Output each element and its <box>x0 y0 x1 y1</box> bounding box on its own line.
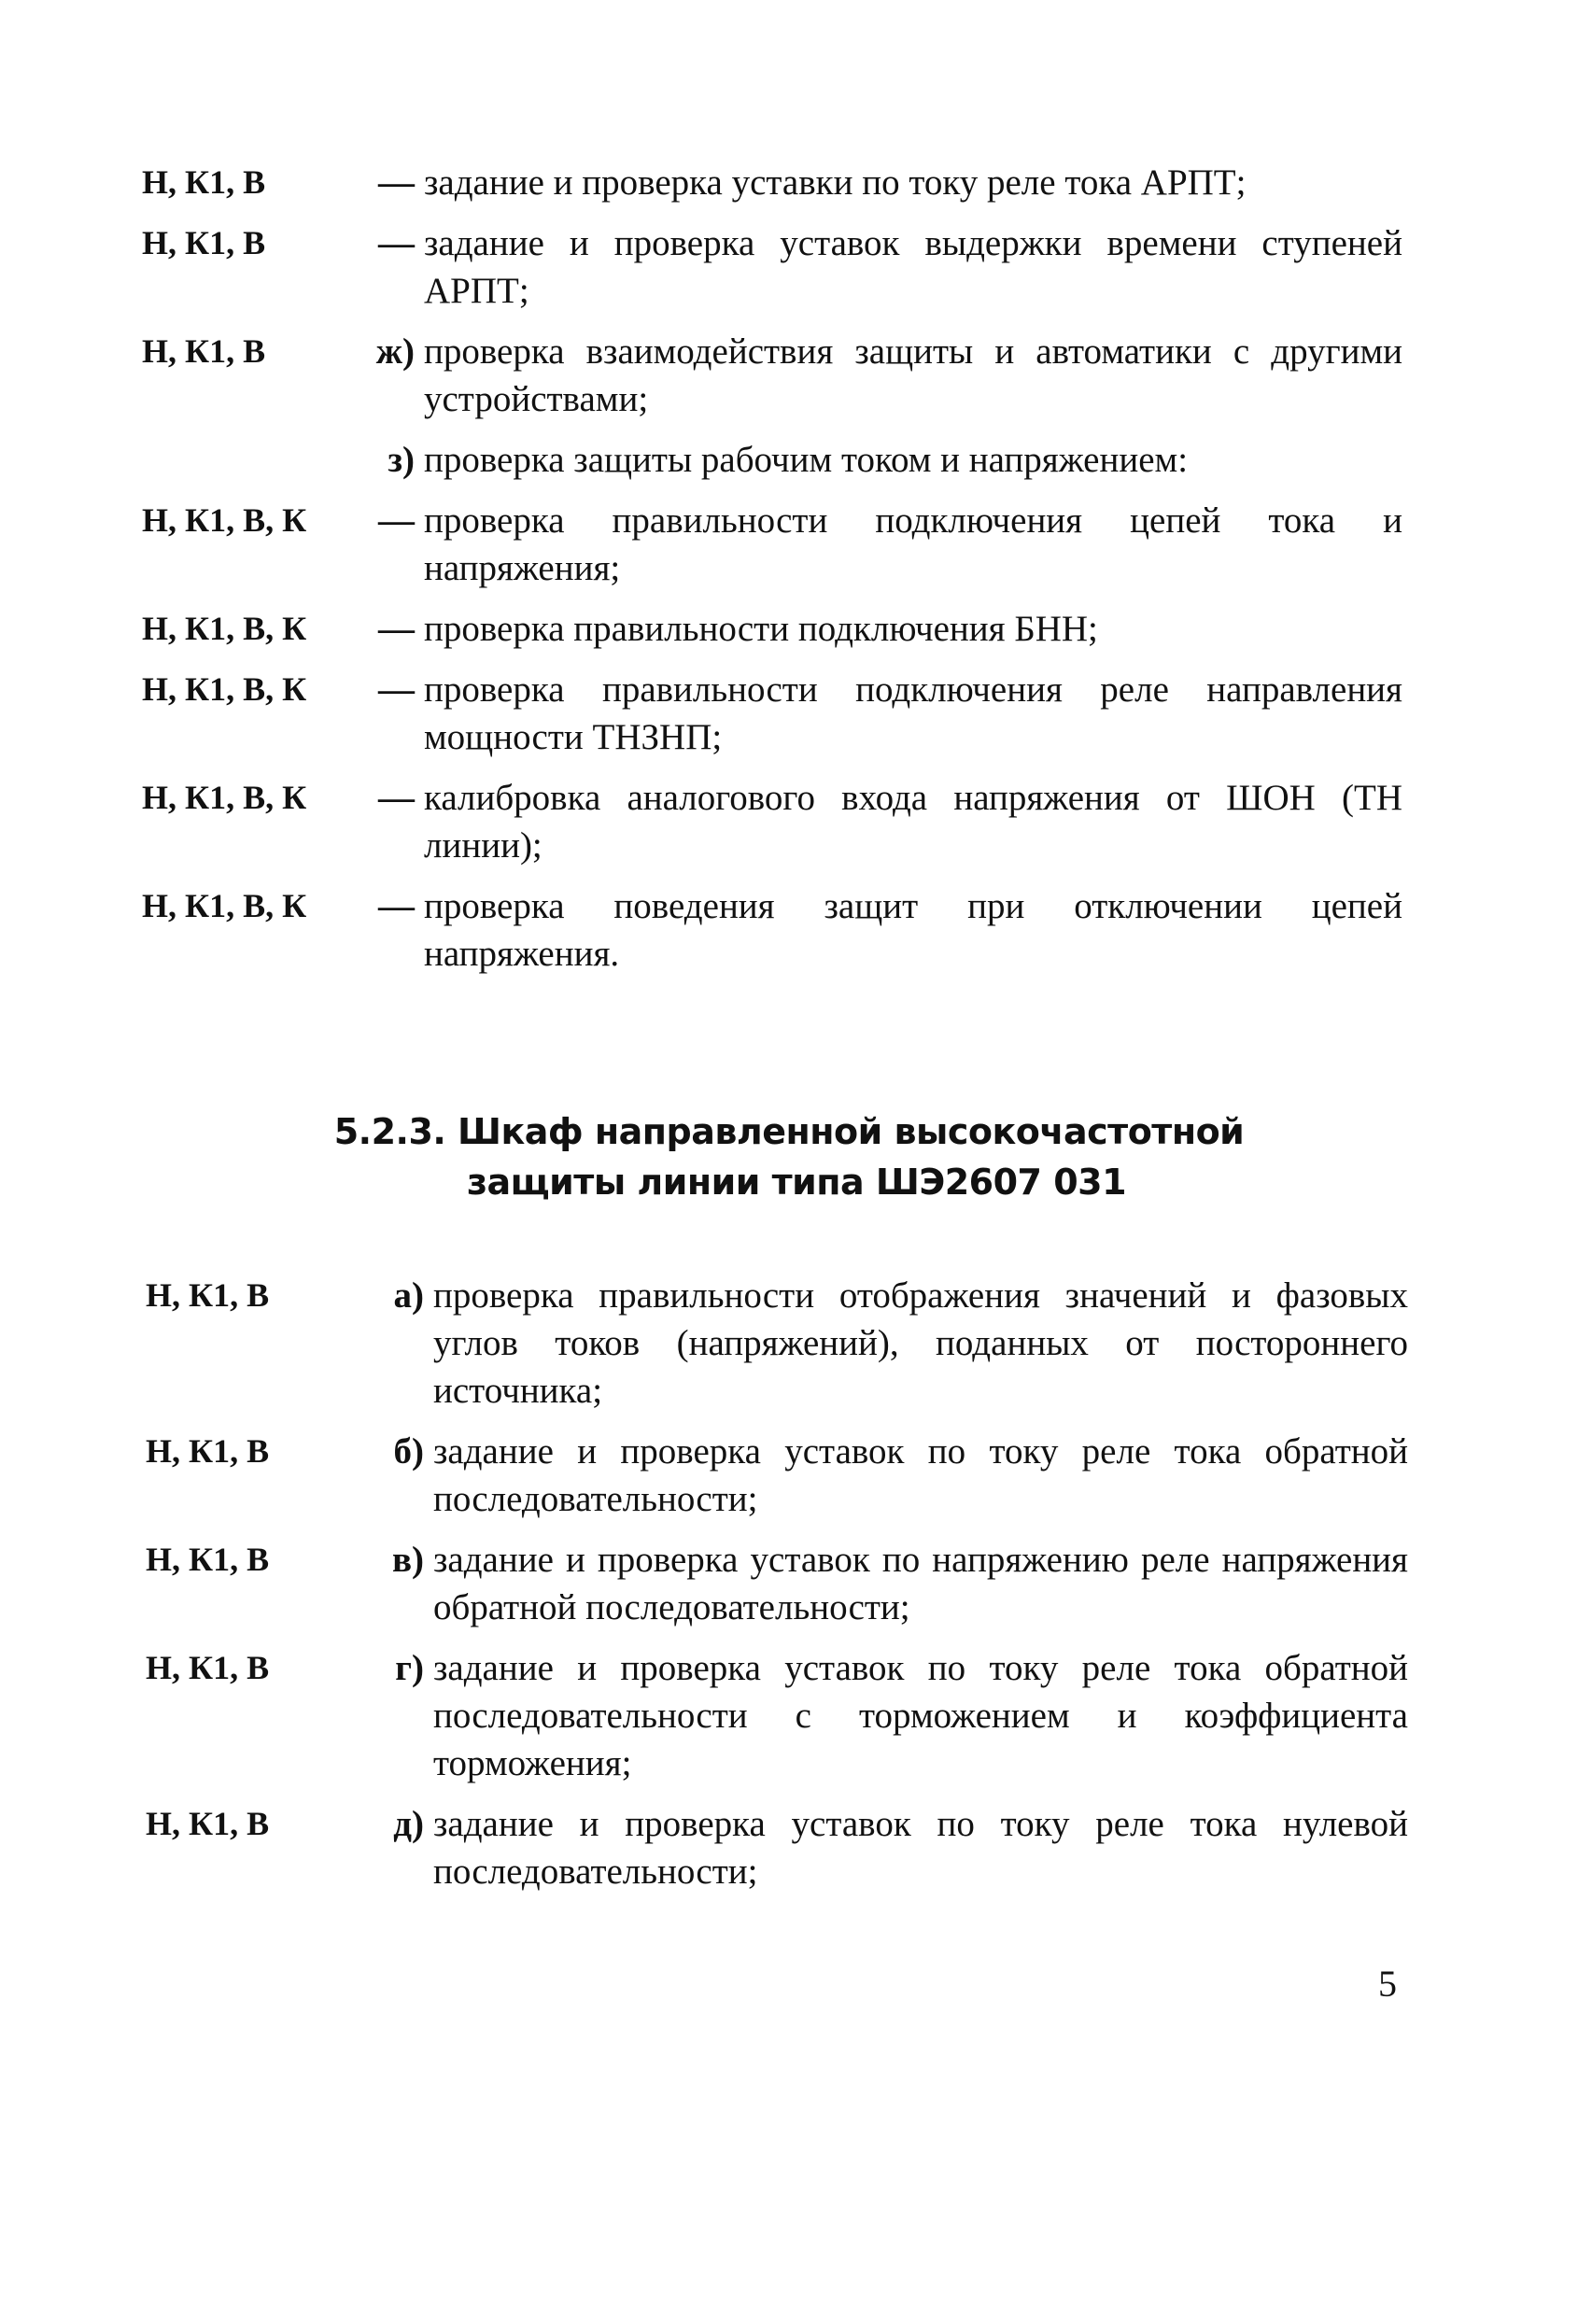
check-codes: Н, К1, В <box>142 224 266 261</box>
check-codes: Н, К1, В <box>142 163 266 201</box>
item-text: проверка правильности подключения реле направления мощности ТНЗНП; <box>424 669 1402 757</box>
check-codes: Н, К1, В, К <box>142 887 307 924</box>
list-item <box>142 159 1402 206</box>
item-text: проверка правильности подключения БНН; <box>424 609 1098 649</box>
item-marker: — <box>378 609 415 649</box>
list-item <box>142 605 1402 653</box>
check-codes: Н, К1, В, К <box>142 670 307 708</box>
item-marker: — <box>378 669 415 710</box>
list-item <box>142 882 1402 978</box>
section-heading-line2: защиты линии типа ШЭ2607 031 <box>466 1162 1127 1203</box>
item-text: задание и проверка уставок по напряжению реле напряжения обратной последовательности; <box>433 1540 1408 1627</box>
list-item <box>146 1644 1408 1787</box>
check-codes: Н, К1, В <box>146 1805 270 1842</box>
item-marker: г) <box>395 1648 424 1688</box>
list-item <box>142 436 1402 484</box>
check-codes: Н, К1, В, К <box>142 610 307 647</box>
check-codes: Н, К1, В, К <box>142 501 307 539</box>
item-marker: — <box>378 778 415 818</box>
item-text: задание и проверка уставок выдержки времени ступеней АРПТ; <box>424 223 1402 311</box>
list-item <box>142 219 1402 315</box>
list-item <box>142 328 1402 423</box>
checklist-bottom <box>146 1272 1408 1908</box>
item-marker: з) <box>387 440 415 480</box>
item-marker: — <box>378 886 415 926</box>
page-number: 5 <box>1378 1963 1397 2005</box>
item-marker: б) <box>393 1431 424 1472</box>
item-marker: а) <box>393 1275 424 1316</box>
list-item <box>146 1428 1408 1523</box>
item-text: проверка правильности отображения значений и фазовых углов токов (напряжений), поданных от постороннего источника; <box>433 1275 1408 1411</box>
item-text: задание и проверка уставок по току реле тока обратной последовательности; <box>433 1431 1408 1519</box>
section-heading <box>0 1106 1578 1207</box>
check-codes: Н, К1, В <box>146 1432 270 1470</box>
item-text: задание и проверка уставки по току реле тока АРПТ; <box>424 162 1247 203</box>
item-marker: — <box>378 162 415 203</box>
item-marker: д) <box>393 1804 424 1844</box>
item-marker: ж) <box>375 331 415 372</box>
checklist-top <box>142 159 1402 991</box>
section-heading-line1: 5.2.3. Шкаф направленной высокочастотной <box>333 1111 1245 1152</box>
list-item <box>146 1272 1408 1415</box>
item-text: проверка взаимодействия защиты и автоматики с другими устройствами; <box>424 331 1402 419</box>
item-text: проверка защиты рабочим током и напряжением: <box>424 440 1189 480</box>
check-codes: Н, К1, В <box>146 1649 270 1686</box>
item-marker: — <box>378 500 415 541</box>
item-text: проверка правильности подключения цепей тока и напряжения; <box>424 500 1402 588</box>
item-text: калибровка аналогового входа напряжения от ШОН (ТН линии); <box>424 778 1402 866</box>
item-marker: — <box>378 223 415 263</box>
item-marker: в) <box>391 1540 424 1580</box>
check-codes: Н, К1, В, К <box>142 779 307 816</box>
list-item <box>142 497 1402 592</box>
list-item <box>142 774 1402 869</box>
check-codes: Н, К1, В <box>146 1541 270 1578</box>
check-codes: Н, К1, В <box>142 332 266 370</box>
list-item <box>146 1536 1408 1631</box>
item-text: задание и проверка уставок по току реле тока обратной последовательности с торможением и коэффициента торможения; <box>433 1648 1408 1783</box>
list-item <box>142 666 1402 761</box>
item-text: проверка поведения защит при отключении цепей напряжения. <box>424 886 1402 974</box>
list-item <box>146 1800 1408 1895</box>
check-codes <box>142 436 357 484</box>
check-codes: Н, К1, В <box>146 1276 270 1314</box>
item-text: задание и проверка уставок по току реле тока нулевой последовательности; <box>433 1804 1408 1892</box>
